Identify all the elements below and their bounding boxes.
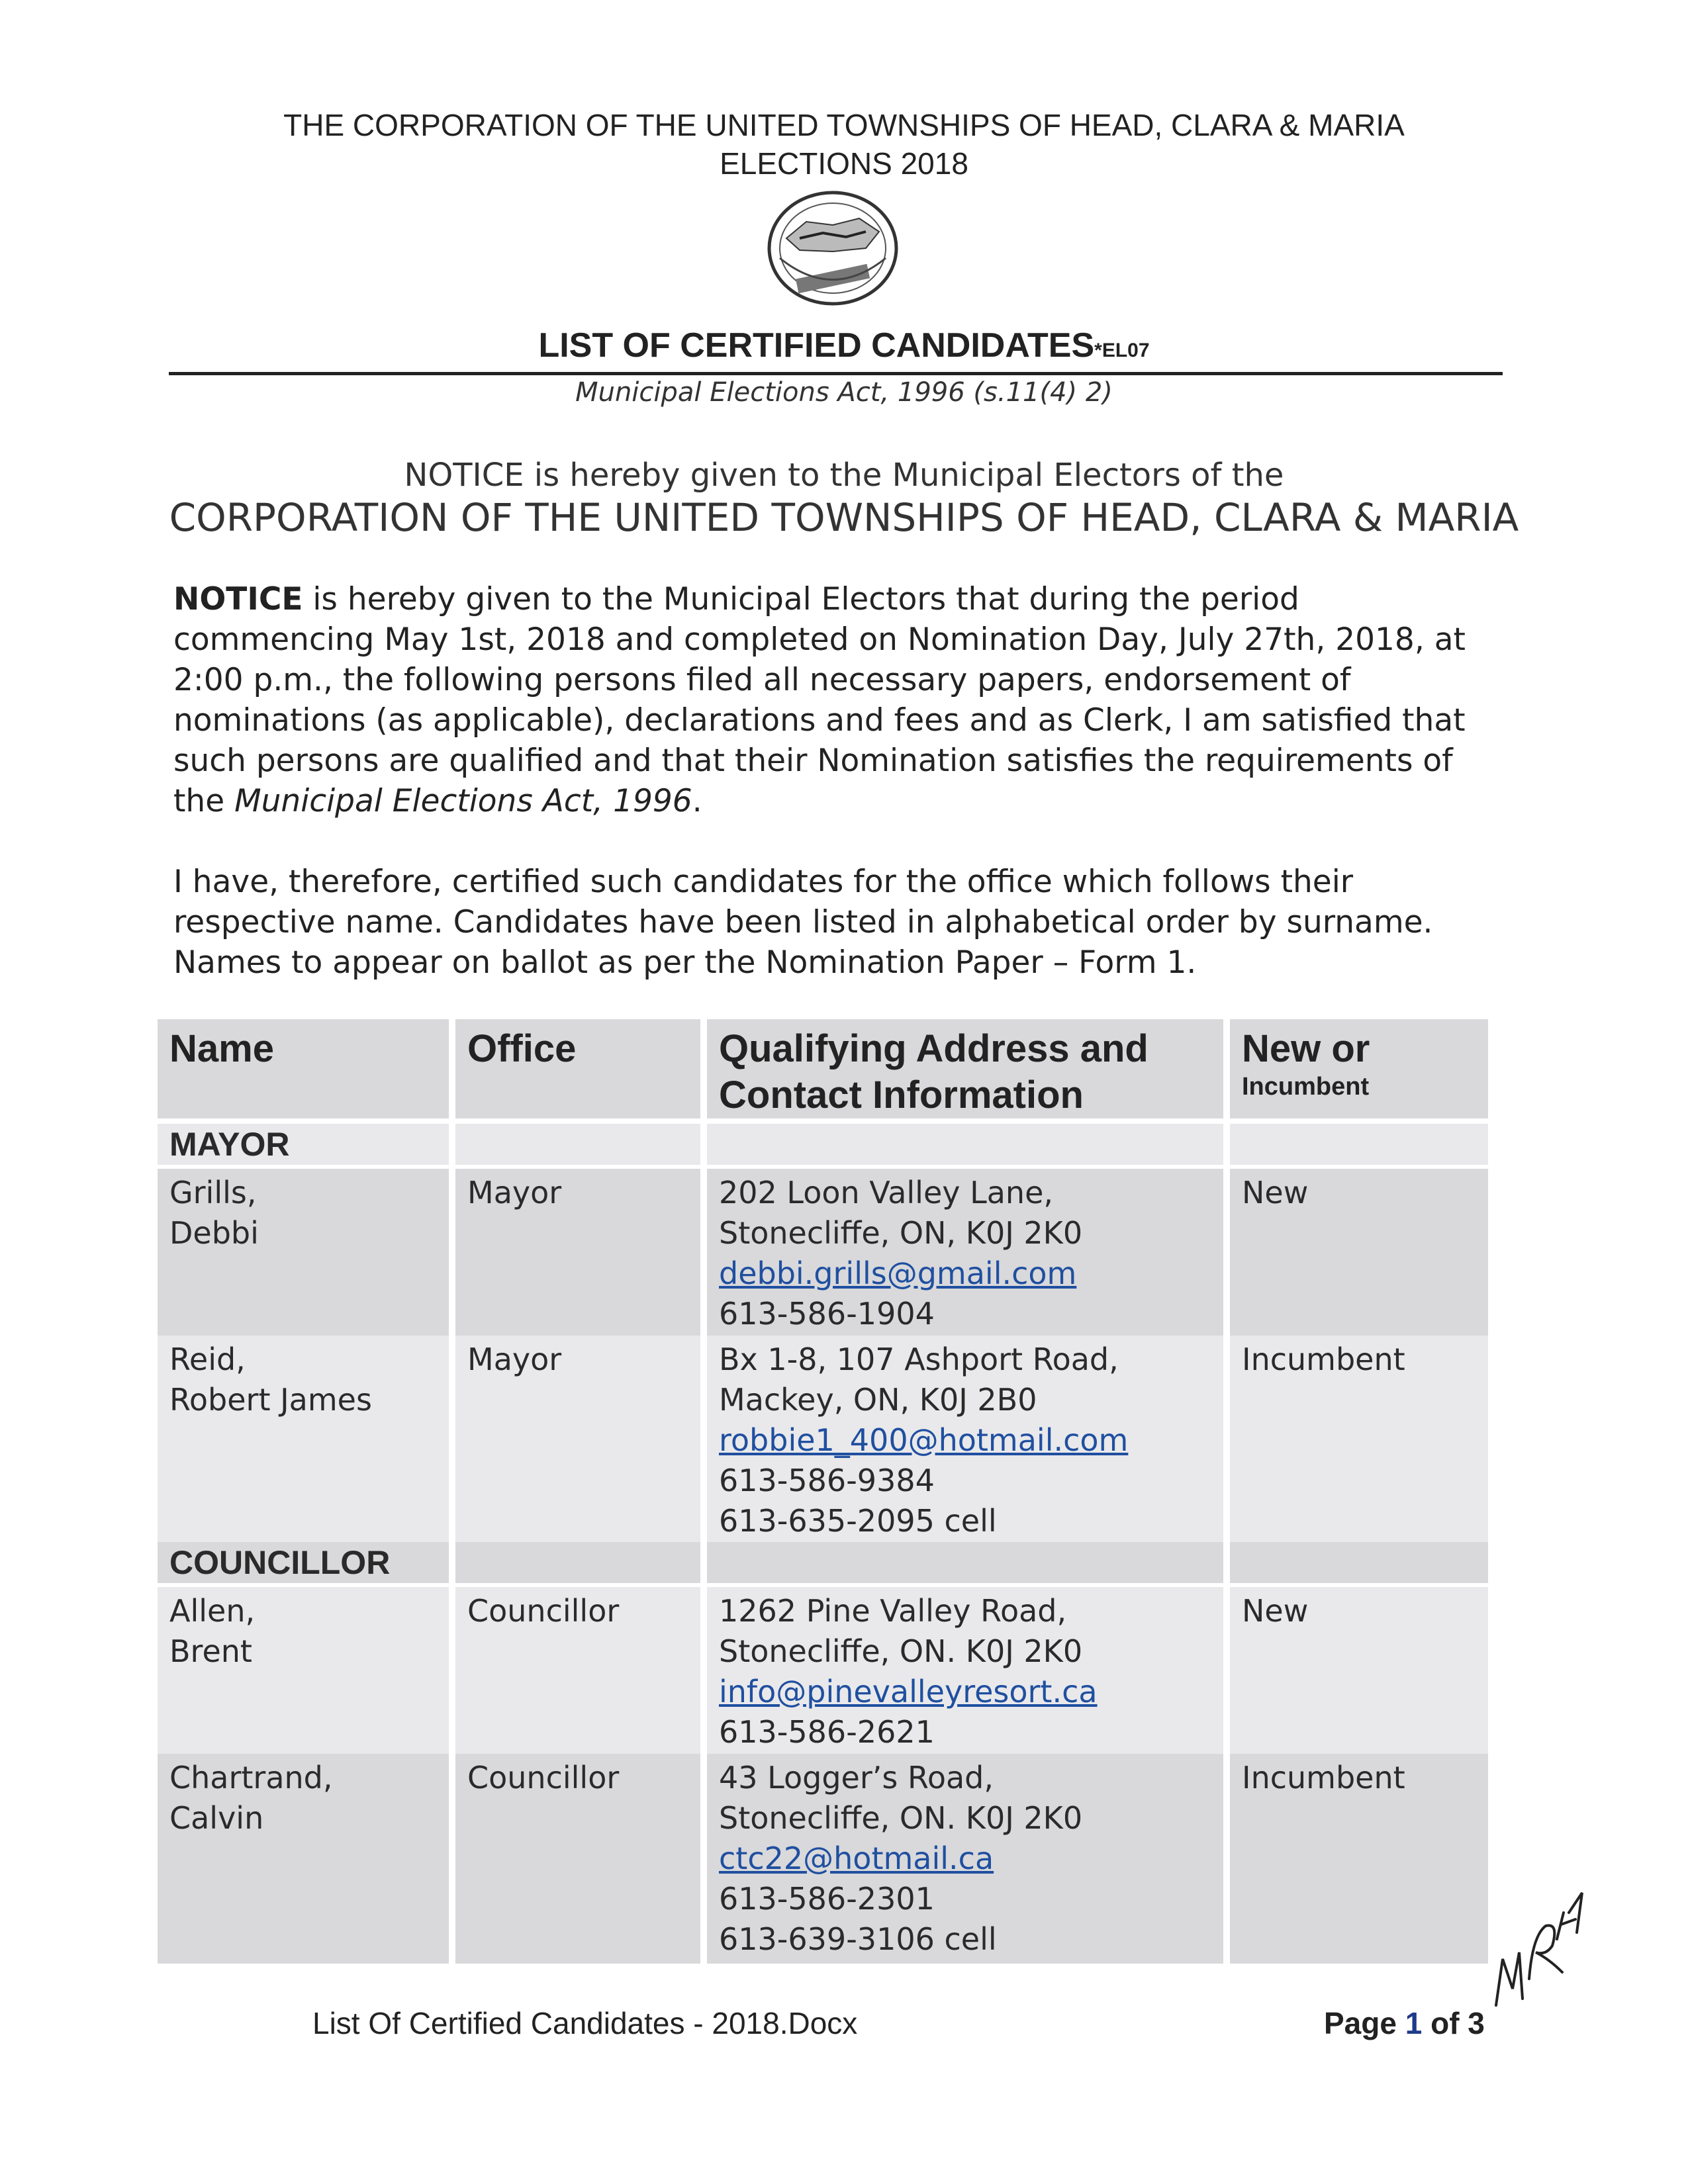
section-empty-cell bbox=[455, 1542, 700, 1583]
table-row bbox=[158, 1587, 1475, 1750]
candidate-status: New bbox=[1230, 1169, 1488, 1338]
header-address-line-1: Qualifying Address and bbox=[719, 1027, 1149, 1070]
list-title-text: LIST OF CERTIFIED CANDIDATES bbox=[538, 326, 1095, 365]
section-empty-cell bbox=[707, 1124, 1223, 1165]
section-empty-cell bbox=[707, 1542, 1223, 1583]
phone-1: 613-586-9384 bbox=[719, 1463, 935, 1498]
email-link[interactable]: info@pinevalleyresort.ca bbox=[719, 1674, 1098, 1709]
candidate-name bbox=[158, 1169, 449, 1338]
header-line-1: THE CORPORATION OF THE UNITED TOWNSHIPS OF HEAD, CLARA & MARIA bbox=[283, 108, 1405, 142]
header-address bbox=[707, 1019, 1223, 1118]
phone-2: 613-635-2095 cell bbox=[719, 1503, 997, 1539]
candidate-office: Councillor bbox=[455, 1587, 700, 1756]
header-office: Office bbox=[455, 1019, 700, 1118]
township-seal-logo bbox=[760, 185, 906, 311]
header-status-line-2: Incumbent bbox=[1242, 1073, 1370, 1101]
section-empty-cell bbox=[1230, 1542, 1488, 1583]
phone-1: 613-586-2301 bbox=[719, 1881, 935, 1917]
candidate-name bbox=[158, 1754, 449, 1964]
candidate-status: Incumbent bbox=[1230, 1754, 1488, 1964]
given-name: Robert James bbox=[169, 1382, 372, 1418]
candidate-contact bbox=[707, 1336, 1223, 1545]
para2-line-1: I have, therefore, certified such candidates for the office which follows their bbox=[173, 864, 1354, 900]
candidate-office: Mayor bbox=[455, 1169, 700, 1338]
act-citation: Municipal Elections Act, 1996 (s.11(4) 2) bbox=[575, 377, 1113, 408]
address-line-2: Stonecliffe, ON. K0J 2K0 bbox=[719, 1800, 1083, 1836]
notice-line-1: NOTICE is hereby given to the Municipal Electors of the bbox=[404, 457, 1284, 494]
page-suffix: of 3 bbox=[1422, 2006, 1485, 2040]
candidate-office: Mayor bbox=[455, 1336, 700, 1545]
given-name: Calvin bbox=[169, 1800, 264, 1836]
given-name: Brent bbox=[169, 1633, 252, 1669]
footer-page-number bbox=[1324, 2005, 1485, 2041]
page-prefix: Page bbox=[1324, 2006, 1405, 2040]
notice-lead: NOTICE bbox=[173, 581, 303, 617]
candidate-name bbox=[158, 1587, 449, 1756]
address-line-1: 1262 Pine Valley Road, bbox=[719, 1593, 1067, 1629]
section-empty-cell bbox=[1230, 1124, 1488, 1165]
table-header-row bbox=[158, 1019, 1475, 1118]
footer-filename: List Of Certified Candidates - 2018.Docx bbox=[312, 2006, 858, 2040]
notice-paragraph bbox=[173, 579, 1504, 821]
section-label-mayor: MAYOR bbox=[158, 1124, 449, 1165]
list-title bbox=[0, 326, 1688, 365]
candidate-contact bbox=[707, 1169, 1223, 1338]
header-status bbox=[1230, 1019, 1488, 1118]
phone-1: 613-586-1904 bbox=[719, 1296, 935, 1332]
section-row-mayor bbox=[158, 1124, 1475, 1165]
candidate-status: New bbox=[1230, 1587, 1488, 1756]
candidates-table bbox=[158, 1019, 1475, 1960]
para1-line-4: nominations (as applicable), declarations and fees and as Clerk, I am satisfied that bbox=[173, 702, 1466, 739]
table-row bbox=[158, 1336, 1475, 1538]
table-row bbox=[158, 1754, 1475, 1956]
para1-line-3: 2:00 p.m., the following persons filed all necessary papers, endorsement of bbox=[173, 662, 1351, 698]
address-line-2: Stonecliffe, ON, K0J 2K0 bbox=[719, 1215, 1083, 1251]
para1-line-2: commencing May 1st, 2018 and completed on Nomination Day, July 27th, 2018, at bbox=[173, 621, 1466, 658]
address-line-2: Mackey, ON, K0J 2B0 bbox=[719, 1382, 1037, 1418]
para1-line-5: such persons are qualified and that their Nomination satisfies the requirements of bbox=[173, 743, 1453, 779]
para2-line-3: Names to appear on ballot as per the Nomination Paper – Form 1. bbox=[173, 944, 1197, 981]
section-label-councillor: COUNCILLOR bbox=[158, 1542, 449, 1583]
candidate-office: Councillor bbox=[455, 1754, 700, 1964]
candidate-name bbox=[158, 1336, 449, 1545]
surname: Allen, bbox=[169, 1593, 256, 1629]
title-rule bbox=[169, 372, 1503, 375]
given-name: Debbi bbox=[169, 1215, 259, 1251]
phone-1: 613-586-2621 bbox=[719, 1714, 935, 1750]
notice-line-2: CORPORATION OF THE UNITED TOWNSHIPS OF HEAD, CLARA & MARIA bbox=[169, 495, 1519, 540]
handwritten-initials-signature bbox=[1483, 1873, 1589, 2025]
surname: Grills, bbox=[169, 1175, 257, 1210]
address-line-1: Bx 1-8, 107 Ashport Road, bbox=[719, 1342, 1119, 1377]
address-line-1: 43 Logger’s Road, bbox=[719, 1760, 994, 1796]
para1-act-name: Municipal Elections Act, 1996 bbox=[234, 783, 692, 819]
para1-line-6a: the bbox=[173, 783, 235, 819]
candidate-contact bbox=[707, 1754, 1223, 1964]
header-name: Name bbox=[158, 1019, 449, 1118]
page-current: 1 bbox=[1405, 2006, 1423, 2040]
section-empty-cell bbox=[455, 1124, 700, 1165]
email-link[interactable]: robbie1_400@hotmail.com bbox=[719, 1422, 1129, 1458]
para1-line-1: is hereby given to the Municipal Electors that during the period bbox=[303, 581, 1299, 617]
table-row bbox=[158, 1169, 1475, 1332]
certification-paragraph bbox=[173, 862, 1504, 983]
email-link[interactable]: ctc22@hotmail.ca bbox=[719, 1841, 994, 1876]
surname: Chartrand, bbox=[169, 1760, 333, 1796]
phone-2: 613-639-3106 cell bbox=[719, 1921, 997, 1957]
header-address-line-2: Contact Information bbox=[719, 1073, 1084, 1116]
section-row-councillor bbox=[158, 1542, 1475, 1583]
para2-line-2: respective name. Candidates have been listed in alphabetical order by surname. bbox=[173, 904, 1433, 940]
surname: Reid, bbox=[169, 1342, 246, 1377]
header-status-line-1: New or bbox=[1242, 1027, 1370, 1070]
header-line-2: ELECTIONS 2018 bbox=[720, 146, 968, 181]
email-link[interactable]: debbi.grills@gmail.com bbox=[719, 1255, 1077, 1291]
address-line-2: Stonecliffe, ON. K0J 2K0 bbox=[719, 1633, 1083, 1669]
para1-line-6c: . bbox=[692, 783, 702, 819]
candidate-status: Incumbent bbox=[1230, 1336, 1488, 1545]
form-code: *EL07 bbox=[1094, 340, 1150, 361]
candidate-contact bbox=[707, 1587, 1223, 1756]
address-line-1: 202 Loon Valley Lane, bbox=[719, 1175, 1053, 1210]
